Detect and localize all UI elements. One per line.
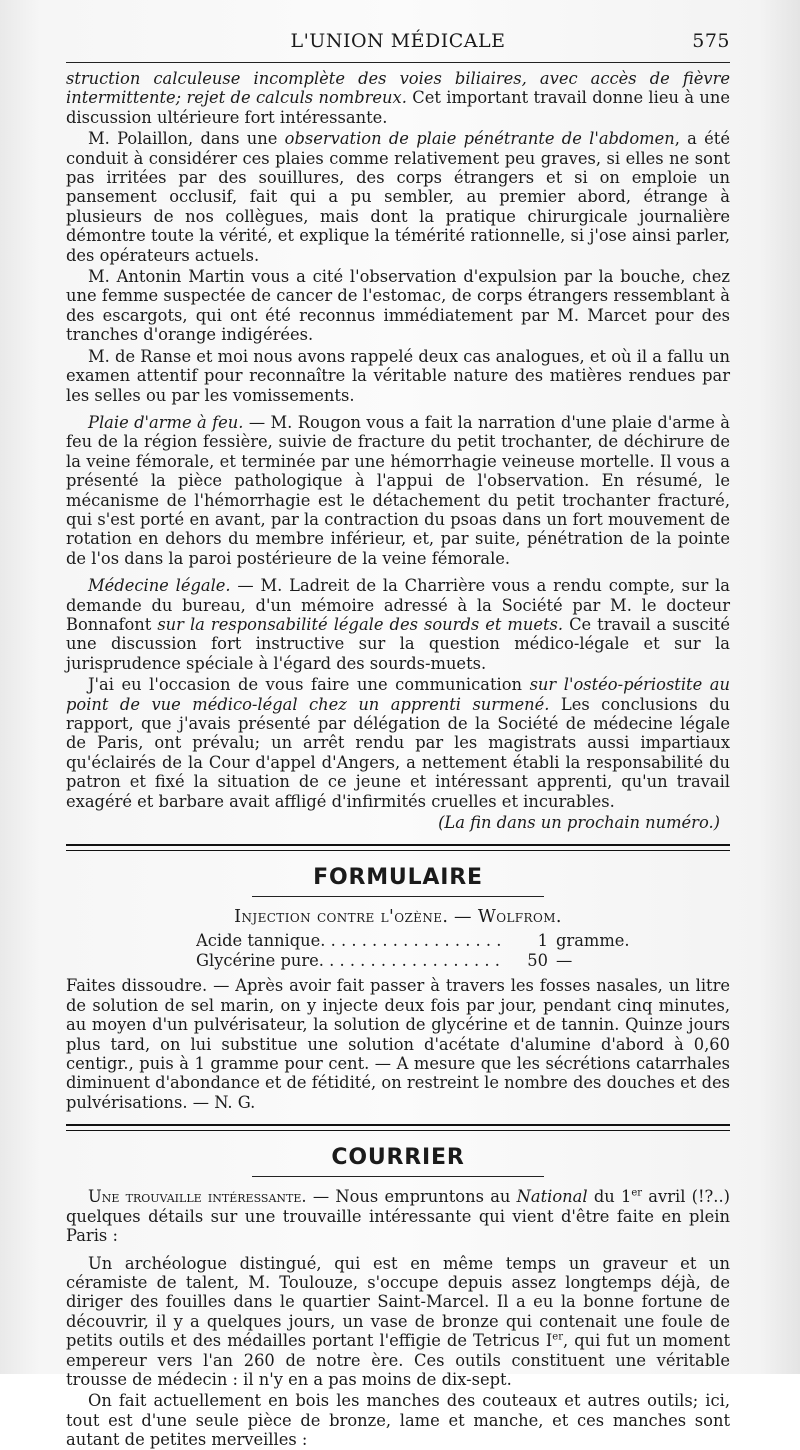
formulaire-section <box>66 865 730 1112</box>
header-rule <box>66 62 730 63</box>
formula-instructions: Faites dissoudre. — Après avoir fait passer à travers les fosses nasales, un litre de solution de sel marin, on y injecte deux fois par jour, pendant cinq minutes, au moyen d'un pulvérisateur, la solution de glycérine et de tannin. Quinze jours plus tard, on lui substitue une solution d'acétate d'alumine d'abord à 0,60 centigr., puis à 1 gramme pour cent. — A mesure que les sécrétions catarrhales diminuent d'abondance et de fétidité, on restreint le nombre des douches et des pulvérisations. — N. G. <box>66 976 730 1112</box>
section-heading: FORMULAIRE <box>313 865 483 891</box>
ingredient-list <box>196 931 676 970</box>
journal-title: L'UNION MÉDICALE <box>290 30 506 52</box>
society-report <box>66 69 730 832</box>
report-paragraph: Plaie d'arme à feu. — M. Rougon vous a fait la narration d'une plaie d'arme à feu de la région fessière, suivie de fracture du petit trochanter, de déchirure de la veine fémorale, et terminée par une hémorrhagie veineuse mortelle. Il vous a présenté la pièce pathologique à l'appui de l'observation. En résumé, le mécanisme de l'hémorrhagie est le détachement du petit trochanter fracturé, qui s'est porté en avant, par la contraction du psoas dans un fort mouvement de rotation en dehors du membre inférieur, et, par suite, pénétration de la pointe de l'os dans la paroi postérieure de la veine fémorale. <box>66 412 730 568</box>
report-paragraph: J'ai eu l'occasion de vous faire une communication sur l'ostéo-périostite au point de vue médico-légal chez un apprenti surmené. Les conclusions du rapport, que j'avais présenté par délégation de la Société de médecine légale de Paris, ont prévalu; un arrêt rendu par les magistrats aussi impartiaux qu'éclairés de la Cour d'appel d'Angers, a nettement établi la responsabilité du patron et fixé la situation de ce jeune et intéressant apprenti, qu'un travail exagéré et barbare avait affligé d'infirmités cruelles et incurables. <box>66 675 730 811</box>
ingredient-row: Acide tannique. . . . . . . . . . . . . . . . . . 1 gramme. <box>196 931 630 951</box>
report-paragraph: Médecine légale. — M. Ladreit de la Charrière vous a rendu compte, sur la demande du bureau, d'un mémoire adressé à la Société par M. le docteur Bonnafont sur la responsabilité légale des sourds et muets. Ce travail a suscité une discussion fort instructive sur la question médico-légale et sur la jurisprudence spéciale à l'égard des sourds-muets. <box>66 576 730 673</box>
courrier-paragraph: Un archéologue distingué, qui est en même temps un graveur et un céramiste de talent, M. Toulouze, s'occupe depuis assez longtemps déjà, de diriger des fouilles dans le quartier Saint-Marcel. Il a eu la bonne fortune de découvrir, il y a quelques jours, un vase de bronze qui contenait une foule de petits outils et des médailles portant l'effigie de Tetricus Ier, qui fut un moment empereur vers l'an 260 de notre ère. Ces outils constituent une véritable trousse de médecin : il n'y en a pas moins de dix-sept. <box>66 1253 730 1389</box>
page-number: 575 <box>692 30 730 52</box>
to-be-continued: (La fin dans un prochain numéro.) <box>438 813 720 833</box>
section-heading: COURRIER <box>331 1145 465 1171</box>
section-divider <box>66 844 730 851</box>
heading-rule <box>252 1176 544 1177</box>
report-paragraph: M. Antonin Martin vous a cité l'observation d'expulsion par la bouche, chez une femme suspectée de cancer de l'estomac, de corps étrangers ressemblant à des escargots, qui ont été reconnus immédiatement par M. Marcet pour des tranches d'orange indigérées. <box>66 267 730 345</box>
running-head <box>66 30 730 62</box>
formula-title: Injection contre l'ozène. — Wolfrom. <box>234 907 562 928</box>
ingredient-row: Glycérine pure. . . . . . . . . . . . . . . . . . 50 — <box>196 950 573 970</box>
courrier-paragraph: Une trouvaille intéressante. — Nous empruntons au National du 1er avril (!?..) quelques détails sur une trouvaille intéressante qui vient d'être faite en plein Paris : <box>66 1187 730 1246</box>
courrier-section <box>66 1145 730 1449</box>
report-paragraph: M. de Ranse et moi nous avons rappelé deux cas analogues, et où il a fallu un examen attentif pour reconnaître la véritable nature des matières rendues par les selles ou par les vomissements. <box>66 346 730 405</box>
report-paragraph: M. Polaillon, dans une observation de plaie pénétrante de l'abdomen, a été conduit à considérer ces plaies comme relativement peu graves, si elles ne sont pas irritées par des souillures, des corps étrangers et si on emploie un pansement occlusif, fait qui a pu sembler, au premier abord, étrange à plusieurs de nos collègues, mais dont la pratique chirurgicale journalière démontre toute la vérité, et explique la témérité rationnelle, si j'ose ainsi parler, des opérateurs actuels. <box>66 129 730 265</box>
heading-rule <box>252 896 544 897</box>
courrier-paragraph: On fait actuellement en bois les manches des couteaux et autres outils; ici, tout est d'une seule pièce de bronze, lame et manche, et ces manches sont autant de petites merveilles : <box>66 1391 730 1450</box>
section-divider <box>66 1124 730 1131</box>
report-paragraph: struction calculeuse incomplète des voies biliaires, avec accès de fièvre intermittente; rejet de calculs nombreux. Cet important travail donne lieu à une discussion ultérieure fort intéressante. <box>66 69 730 127</box>
